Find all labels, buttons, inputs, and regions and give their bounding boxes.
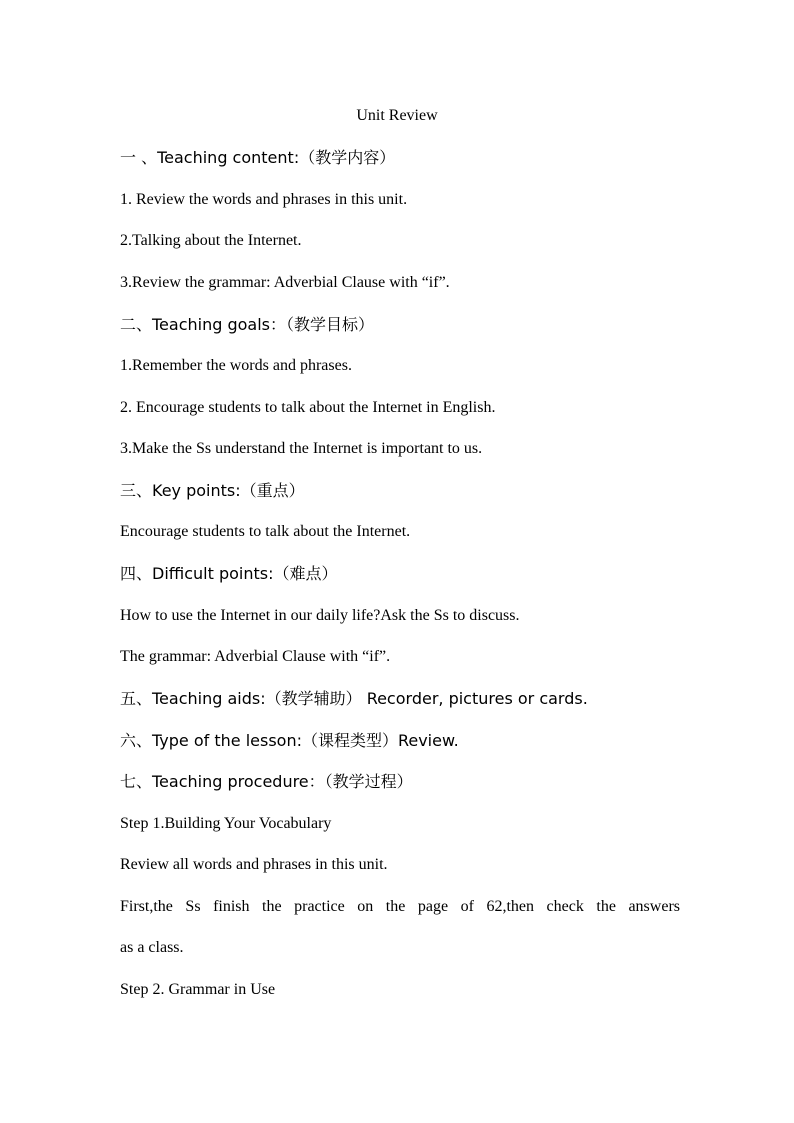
- goal-item-1: 1.Remember the words and phrases.: [120, 357, 352, 374]
- section-heading-key-points: 三、Key points:（重点）: [120, 481, 305, 500]
- goal-item-2: 2. Encourage students to talk about the Internet in English.: [120, 399, 496, 416]
- section-heading-teaching-goals: 二、Teaching goals：（教学目标）: [120, 315, 375, 334]
- section-heading-teaching-aids: 五、Teaching aids:（教学辅助） Recorder, pictures or cards.: [120, 689, 588, 708]
- document-title: Unit Review: [356, 107, 438, 124]
- goal-item-3: 3.Make the Ss understand the Internet is important to us.: [120, 440, 483, 457]
- step-1-text-1: Review all words and phrases in this unit.: [120, 856, 388, 873]
- section-heading-teaching-content: 一 、Teaching content:（教学内容）: [120, 148, 396, 167]
- key-point-text: Encourage students to talk about the Internet.: [120, 523, 411, 540]
- content-item-1: 1. Review the words and phrases in this unit.: [120, 191, 408, 208]
- step-1-heading: Step 1.Building Your Vocabulary: [120, 815, 332, 832]
- section-heading-teaching-procedure: 七、Teaching procedure：（教学过程）: [120, 772, 413, 791]
- content-item-3: 3.Review the grammar: Adverbial Clause with “if”.: [120, 274, 450, 291]
- section-heading-lesson-type: 六、Type of the lesson:（课程类型）Review.: [120, 731, 459, 750]
- section-heading-difficult-points: 四、Difficult points:（难点）: [120, 564, 338, 583]
- difficult-point-2: The grammar: Adverbial Clause with “if”.: [120, 648, 391, 665]
- content-item-2: 2.Talking about the Internet.: [120, 232, 302, 249]
- difficult-point-1: How to use the Internet in our daily life?Ask the Ss to discuss.: [120, 607, 520, 624]
- step-1-text-2: First,the Ss finish the practice on the page of 62,then check the answers: [120, 898, 680, 915]
- step-1-text-3: as a class.: [120, 939, 184, 956]
- step-2-heading: Step 2. Grammar in Use: [120, 981, 276, 998]
